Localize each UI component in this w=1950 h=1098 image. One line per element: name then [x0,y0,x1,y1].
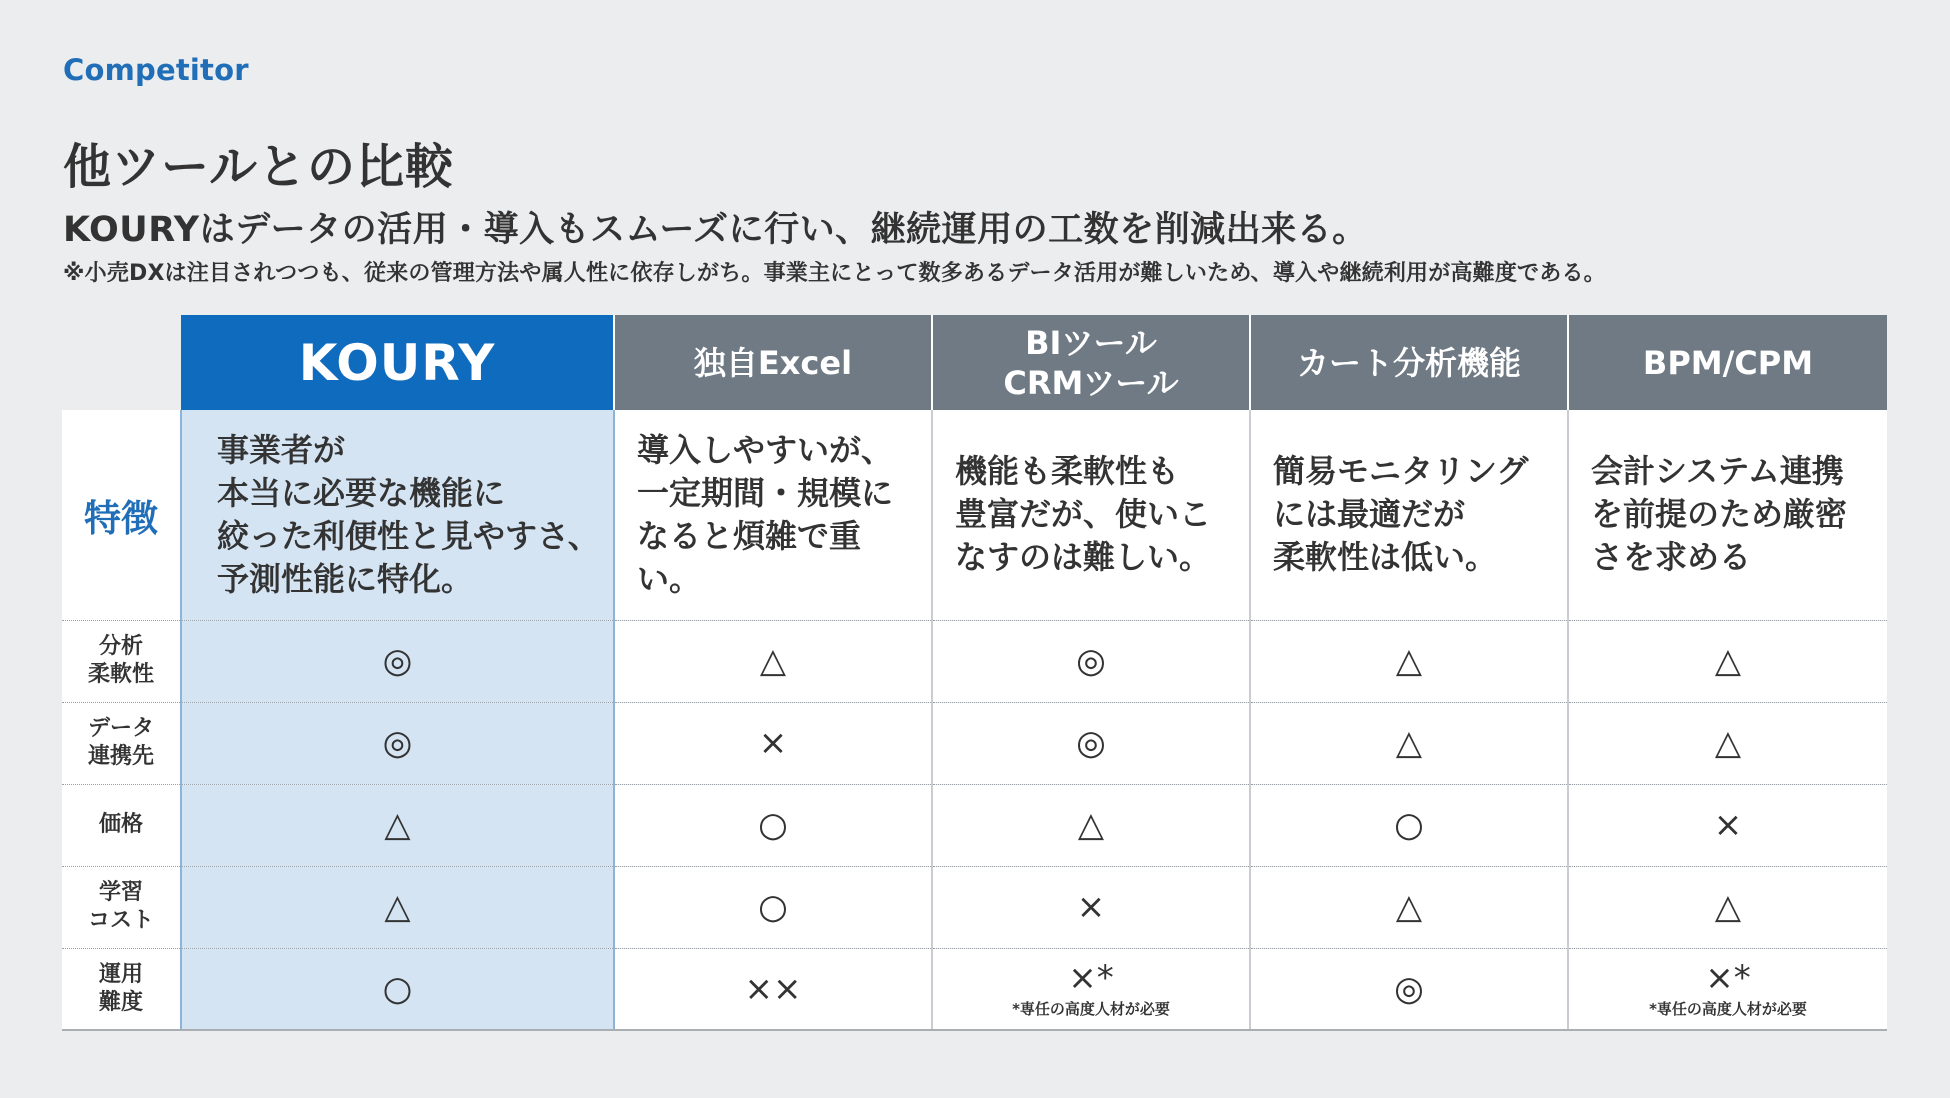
table-header-row [62,315,1887,410]
column-header-cart: カート分析機能 [1250,315,1568,410]
rating-row-label: 価格 [62,784,181,866]
rating-mark: △ [1077,805,1105,845]
rating-mark: ○ [758,887,788,927]
rating-mark: ○ [1394,805,1424,845]
rating-mark: ×* [1705,957,1751,998]
rating-cell [1568,866,1887,948]
rating-row [62,620,1887,702]
rating-mark: × [1076,887,1106,927]
rating-mark: ○ [758,805,788,845]
feature-cart: 簡易モニタリング には最適だが 柔軟性は低い。 [1250,410,1568,620]
rating-mark: △ [384,887,411,927]
rating-cell [614,784,932,866]
rating-mark: × [758,723,788,763]
rating-mark: △ [759,641,787,681]
rating-row [62,784,1887,866]
comparison-table [62,315,1887,1031]
rating-cell [181,620,614,702]
column-header-bpm-cpm: BPM/CPM [1568,315,1887,410]
rating-mark: △ [1395,723,1423,763]
feature-row-label: 特徴 [62,410,181,620]
rating-row [62,702,1887,784]
page-note: ※小売DXは注目されつつも、従来の管理方法や属人性に依存しがち。事業主にとって数多あるデータ活用が難しいため、導入や継続利用が高難度である。 [63,261,1606,286]
rating-cell [932,620,1250,702]
rating-cell [181,948,614,1030]
feature-bpm-cpm: 会計システム連携 を前提のため厳密 さを求める [1568,410,1887,620]
rating-mark: ◎ [1076,723,1106,763]
rating-mark: △ [1395,641,1423,681]
table-header-corner [62,315,181,410]
feature-row [62,410,1887,620]
feature-koury: 事業者が 本当に必要な機能に 絞った利便性と見やすさ、 予測性能に特化。 [181,410,614,620]
rating-mark: △ [1395,887,1423,927]
rating-cell [932,866,1250,948]
rating-cell [1250,784,1568,866]
rating-cell [1568,620,1887,702]
rating-cell [1568,784,1887,866]
rating-row-label: 運用 難度 [62,948,181,1030]
rating-mark: × [1713,805,1743,845]
rating-row [62,948,1887,1030]
rating-cell [614,702,932,784]
rating-row-label: 分析 柔軟性 [62,620,181,702]
rating-footnote: *専任の高度人材が必要 [1012,999,1170,1018]
rating-row-label: データ 連携先 [62,702,181,784]
rating-cell [1250,702,1568,784]
rating-cell [932,702,1250,784]
rating-cell [932,784,1250,866]
rating-mark: ○ [382,968,413,1009]
rating-mark: ×× [744,968,802,1009]
rating-cell [1250,948,1568,1030]
rating-cell [181,784,614,866]
feature-bi-crm: 機能も柔軟性も 豊富だが、使いこ なすのは難しい。 [932,410,1250,620]
rating-mark: △ [1714,641,1742,681]
rating-row-label: 学習 コスト [62,866,181,948]
rating-cell [932,948,1250,1030]
section-eyebrow: Competitor [63,53,249,87]
rating-row [62,866,1887,948]
column-header-bi-crm: BIツール CRMツール [932,315,1250,410]
rating-mark: ◎ [382,641,413,681]
rating-mark: ×* [1068,957,1114,998]
rating-mark: ◎ [1394,968,1424,1009]
rating-mark: ◎ [1076,641,1106,681]
rating-cell [614,866,932,948]
column-header-koury: KOURY [181,315,614,410]
rating-mark: △ [1714,723,1742,763]
page-subtitle: KOURYはデータの活用・導入もスムーズに行い、継続運用の工数を削減出来る。 [63,210,1368,250]
rating-cell [1250,620,1568,702]
column-header-excel: 独自Excel [614,315,932,410]
rating-cell [1568,702,1887,784]
rating-mark: ◎ [382,723,413,763]
feature-excel: 導入しやすいが、 一定期間・規模に なると煩雑で重い。 [614,410,932,620]
rating-cell [1568,948,1887,1030]
rating-cell [181,866,614,948]
rating-mark: △ [1714,887,1742,927]
rating-cell [181,702,614,784]
page-title: 他ツールとの比較 [63,139,455,195]
rating-cell [614,948,932,1030]
rating-cell [1250,866,1568,948]
rating-footnote: *専任の高度人材が必要 [1649,999,1807,1018]
rating-cell [614,620,932,702]
rating-mark: △ [384,805,411,845]
